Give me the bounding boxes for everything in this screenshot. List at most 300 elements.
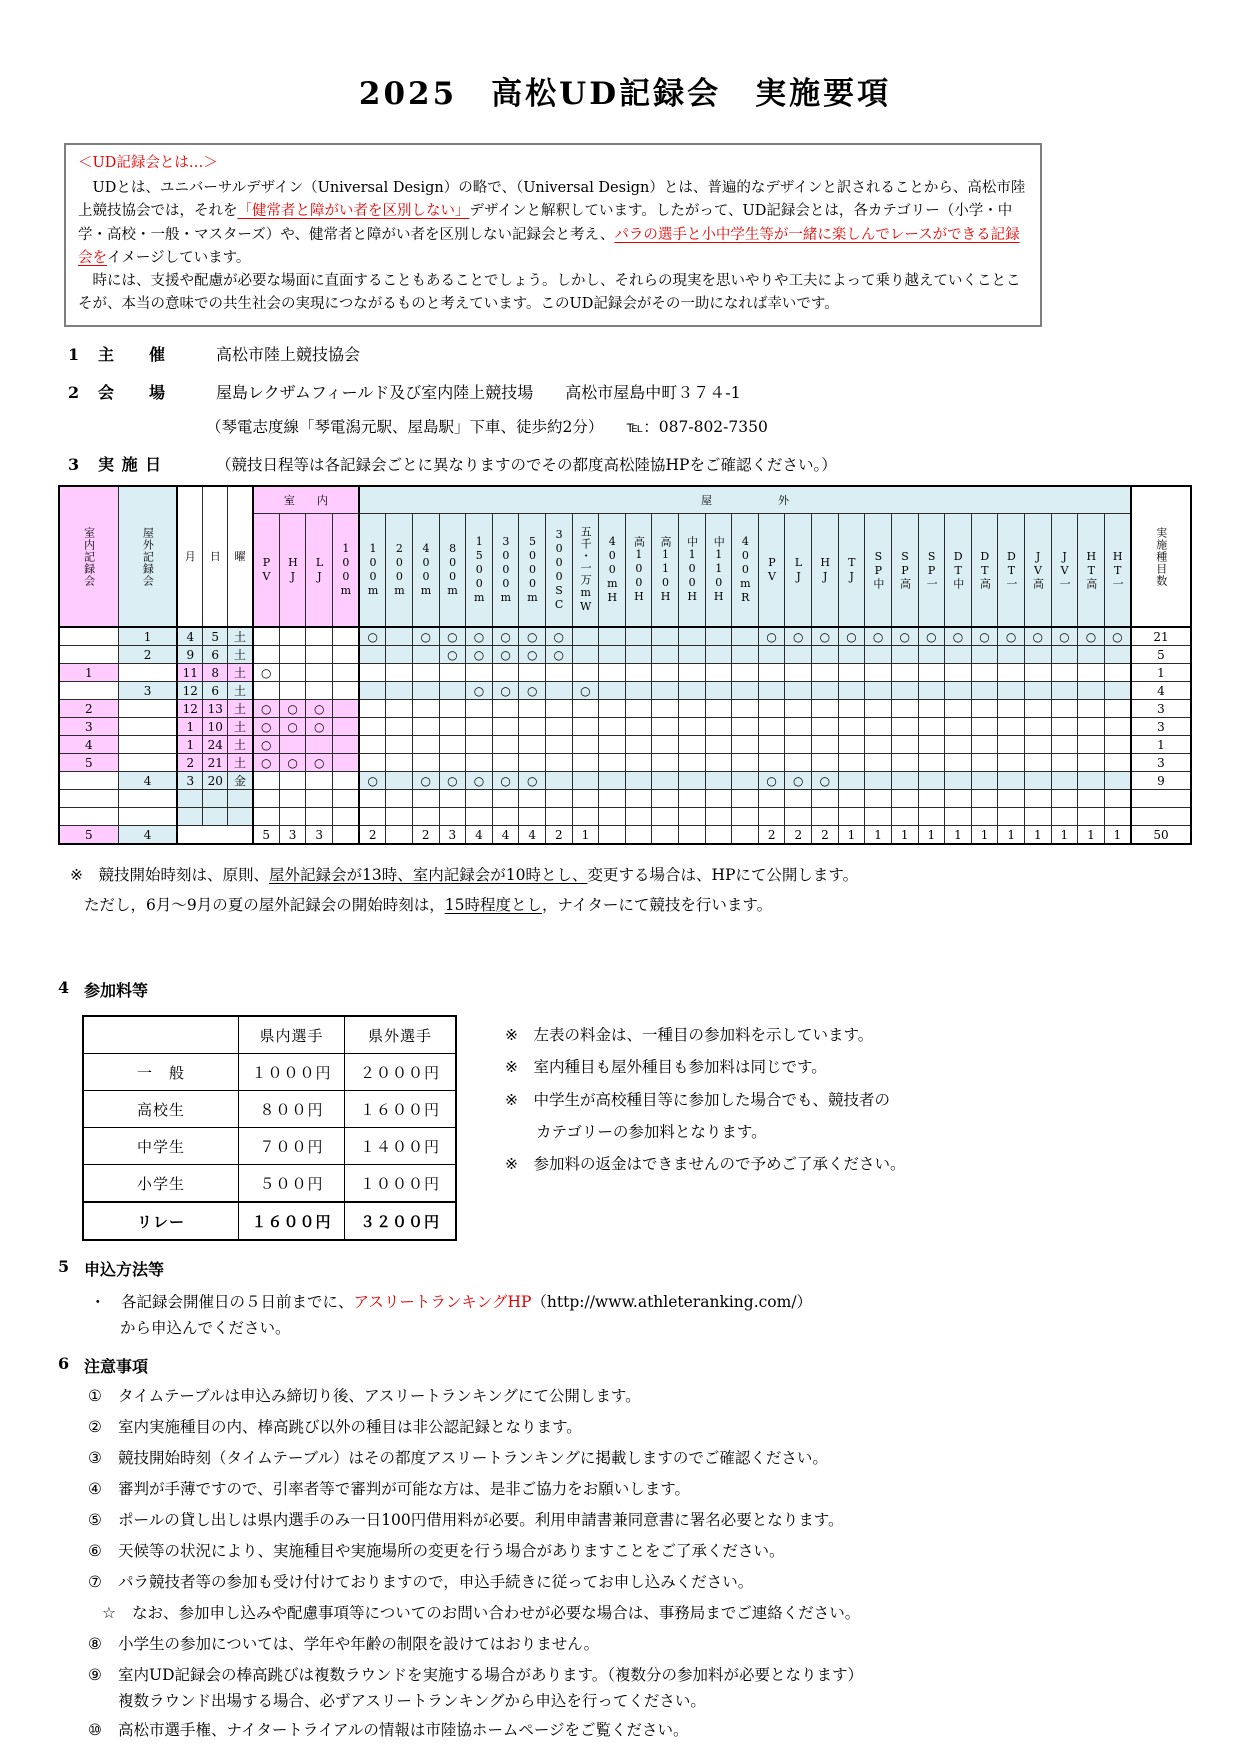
event-column-header: SP中 (865, 514, 892, 628)
event-mark-cell (572, 664, 599, 682)
event-mark-cell (306, 664, 333, 682)
event-mark-cell (359, 646, 386, 664)
event-mark-cell: ○ (412, 772, 439, 790)
event-total-cell (599, 826, 626, 845)
event-mark-cell (838, 772, 865, 790)
section-number: 4 (58, 978, 70, 998)
weekday-cell: 土 (228, 754, 253, 772)
event-column-header: 中110H (705, 514, 732, 628)
event-mark-cell (306, 627, 333, 646)
event-column-header: HT高 (1078, 514, 1105, 628)
event-mark-cell (732, 627, 759, 646)
event-mark-cell (838, 682, 865, 700)
event-mark-cell (1051, 808, 1078, 826)
event-mark-cell (625, 627, 652, 646)
event-mark-cell (758, 790, 785, 808)
event-mark-cell (306, 646, 333, 664)
weekday-cell: 土 (228, 736, 253, 754)
outdoor-meet-number: 3 (118, 682, 177, 700)
event-column-header: SP高 (891, 514, 918, 628)
caution-number: ① (88, 1387, 102, 1406)
event-mark-cell (998, 808, 1025, 826)
event-mark-cell (1104, 754, 1131, 772)
day-cell (203, 790, 228, 808)
event-mark-cell (625, 790, 652, 808)
event-column-header: 五千・一万mW (572, 514, 599, 628)
event-total-cell: 2 (812, 826, 839, 845)
event-mark-cell (492, 790, 519, 808)
event-mark-cell (466, 790, 493, 808)
event-mark-cell (1078, 754, 1105, 772)
fee-amount: １６００円 (239, 1202, 345, 1240)
event-column-header: LJ (785, 514, 812, 628)
event-mark-cell (333, 772, 360, 790)
fee-column-header (83, 1016, 239, 1054)
event-mark-cell (333, 808, 360, 826)
event-mark-cell: ○ (1024, 627, 1051, 646)
event-mark-cell: ○ (572, 682, 599, 700)
event-mark-cell (279, 736, 306, 754)
event-mark-cell (865, 646, 892, 664)
fee-amount: ２０００円 (345, 1054, 457, 1091)
event-mark-cell (1024, 682, 1051, 700)
event-mark-cell (439, 718, 466, 736)
event-mark-cell (679, 736, 706, 754)
event-mark-cell (652, 700, 679, 718)
event-mark-cell (625, 682, 652, 700)
event-mark-cell (918, 736, 945, 754)
event-mark-cell (732, 808, 759, 826)
col-header-outdoor-meet: 屋外記録会 (118, 486, 177, 627)
event-mark-cell (945, 718, 972, 736)
event-mark-cell (1051, 646, 1078, 664)
venue-access: （琴電志度線「琴電潟元駅、屋島駅」下車、徒歩約2分） ℡：087-802-7350 (206, 418, 768, 437)
fee-category: リレー (83, 1202, 239, 1240)
event-mark-cell (492, 664, 519, 682)
event-mark-cell: ○ (838, 627, 865, 646)
event-mark-cell (732, 754, 759, 772)
event-total-cell: 2 (412, 826, 439, 845)
caution-text: 審判が手薄ですので、引率者等で審判が可能な方は、是非ご協力をお願いします。 (118, 1480, 690, 1499)
event-mark-cell (386, 664, 413, 682)
event-mark-cell (386, 808, 413, 826)
event-mark-cell (439, 754, 466, 772)
event-mark-cell (1078, 790, 1105, 808)
event-mark-cell (785, 664, 812, 682)
event-column-header: JV高 (1024, 514, 1051, 628)
event-mark-cell (1078, 718, 1105, 736)
event-column-header: HJ (812, 514, 839, 628)
event-mark-cell (838, 700, 865, 718)
caution-text: パラ競技者等の参加も受け付けておりますので，申込手続きに従ってお申し込みください。 (118, 1573, 754, 1592)
fee-category: 高校生 (83, 1091, 239, 1128)
event-mark-cell (333, 700, 360, 718)
event-mark-cell (545, 790, 572, 808)
event-mark-cell (705, 754, 732, 772)
event-mark-cell (572, 700, 599, 718)
month-cell: 1 (177, 718, 202, 736)
event-mark-cell (971, 772, 998, 790)
schedule-row (59, 790, 1191, 808)
fee-note-line: ※ 室内種目も屋外種目も参加料は同じです。 (505, 1058, 827, 1077)
event-mark-cell: ○ (466, 772, 493, 790)
day-cell (203, 808, 228, 826)
event-mark-cell (918, 646, 945, 664)
event-mark-cell (838, 790, 865, 808)
event-total-cell: 1 (971, 826, 998, 845)
event-mark-cell (333, 754, 360, 772)
intro-text: デザインと解釈しています。したがって、UD記録会とは，各カテゴリー（小学・中学・高校・一般・マスターズ）や、健常者と障がい者を区別しない記録会と考え、 (78, 203, 1013, 243)
event-mark-cell (945, 772, 972, 790)
event-mark-cell (971, 790, 998, 808)
event-column-header: PV (253, 514, 280, 628)
event-mark-cell (732, 682, 759, 700)
event-column-header: JV一 (1051, 514, 1078, 628)
event-mark-cell (253, 790, 280, 808)
outdoor-meet-number: 4 (118, 772, 177, 790)
event-total-cell: 1 (1051, 826, 1078, 845)
event-mark-cell (679, 772, 706, 790)
event-mark-cell (599, 754, 626, 772)
caution-item (88, 1539, 1192, 1563)
event-mark-cell (492, 700, 519, 718)
event-mark-cell: ○ (279, 754, 306, 772)
event-mark-cell (253, 772, 280, 790)
event-mark-cell (758, 700, 785, 718)
event-mark-cell (1104, 790, 1131, 808)
section-number: 3 (68, 455, 80, 475)
caution-text: ポールの貸し出しは県内選手のみ一日100円借用料が必要。利用申請書兼同意書に署名必要となります。 (118, 1511, 844, 1530)
event-mark-cell (785, 700, 812, 718)
event-mark-cell (758, 718, 785, 736)
schedule-totals-row (59, 826, 1191, 845)
caution-item (88, 1477, 1192, 1501)
event-mark-cell: ○ (758, 772, 785, 790)
event-mark-cell: ○ (279, 700, 306, 718)
indoor-meet-number (59, 646, 118, 664)
intro-red-text: 「健常者と障がい者を区別しない」 (237, 203, 470, 220)
event-mark-cell (466, 754, 493, 772)
event-mark-cell (625, 754, 652, 772)
fee-amount: １６００円 (345, 1091, 457, 1128)
event-mark-cell (705, 808, 732, 826)
event-mark-cell (758, 664, 785, 682)
event-mark-cell (599, 700, 626, 718)
event-mark-cell (412, 808, 439, 826)
section-label: 会 場 (98, 383, 167, 403)
section-title: 注意事項 (84, 1357, 149, 1377)
event-mark-cell (679, 718, 706, 736)
caution-item (88, 1415, 1192, 1439)
event-mark-cell (945, 682, 972, 700)
event-mark-cell (279, 664, 306, 682)
indoor-meet-number (59, 682, 118, 700)
event-mark-cell (998, 790, 1025, 808)
caution-number: ⑩ (88, 1721, 102, 1740)
event-mark-cell (652, 664, 679, 682)
event-total-cell: 2 (785, 826, 812, 845)
caution-number: ③ (88, 1449, 102, 1468)
event-count-cell: 21 (1131, 627, 1191, 646)
col-header-indoor-meet: 室内記録会 (59, 486, 118, 627)
fee-amount: ８００円 (239, 1091, 345, 1128)
event-mark-cell (1051, 700, 1078, 718)
indoor-meet-number (59, 772, 118, 790)
event-total-cell: 2 (359, 826, 386, 845)
fee-amount: ７００円 (239, 1128, 345, 1165)
day-cell: 24 (203, 736, 228, 754)
event-count-cell (1131, 790, 1191, 808)
fees-area (82, 1015, 1192, 1241)
event-mark-cell (386, 736, 413, 754)
event-column-header: 5000m (519, 514, 546, 628)
event-mark-cell (333, 736, 360, 754)
caution-number: ⑦ (88, 1573, 102, 1592)
event-mark-cell (998, 718, 1025, 736)
event-mark-cell (652, 646, 679, 664)
event-mark-cell: ○ (971, 627, 998, 646)
apply-instruction-line2: から申込んでください。 (120, 1319, 291, 1338)
event-mark-cell (891, 664, 918, 682)
event-mark-cell (891, 682, 918, 700)
col-header-day: 日 (203, 486, 228, 627)
month-cell: 12 (177, 682, 202, 700)
event-total-cell (625, 826, 652, 845)
event-column-header: 3000m (492, 514, 519, 628)
event-mark-cell (1051, 772, 1078, 790)
event-mark-cell (971, 736, 998, 754)
event-mark-cell (279, 646, 306, 664)
event-mark-cell: ○ (519, 627, 546, 646)
weekday-cell (228, 808, 253, 826)
event-column-header: 100m (359, 514, 386, 628)
dates-note: （競技日程等は各記録会ごとに異なりますのでその都度高松陸協HPをご確認ください。） (216, 456, 837, 475)
group-header-outdoor: 屋 外 (359, 486, 1131, 514)
fee-row (83, 1165, 456, 1203)
event-mark-cell: ○ (785, 772, 812, 790)
fee-note-line: ※ 参加料の返金はできませんので予めご了承ください。 (505, 1155, 906, 1174)
event-mark-cell (1024, 790, 1051, 808)
event-mark-cell (838, 736, 865, 754)
event-count-cell (1131, 808, 1191, 826)
event-column-header: 400m (412, 514, 439, 628)
day-cell: 21 (203, 754, 228, 772)
month-cell: 3 (177, 772, 202, 790)
event-mark-cell: ○ (412, 627, 439, 646)
event-mark-cell (359, 754, 386, 772)
fee-table (82, 1015, 457, 1241)
event-mark-cell (572, 808, 599, 826)
event-mark-cell (812, 700, 839, 718)
event-total-cell: 3 (439, 826, 466, 845)
event-mark-cell: ○ (359, 772, 386, 790)
event-mark-cell (599, 772, 626, 790)
indoor-meet-number: 3 (59, 718, 118, 736)
section-dates (68, 452, 1192, 475)
event-count-cell: 1 (1131, 664, 1191, 682)
event-mark-cell (865, 790, 892, 808)
caution-text: なお、参加申し込みや配慮事項等についてのお問い合わせが必要な場合は、事務局までご連絡ください。 (132, 1604, 861, 1623)
event-mark-cell (918, 754, 945, 772)
event-mark-cell (599, 808, 626, 826)
caution-text: 高松市選手権、ナイタートライアルの情報は市陸協ホームページをご覧ください。 (118, 1721, 689, 1740)
event-mark-cell (466, 808, 493, 826)
event-mark-cell (945, 664, 972, 682)
group-header-indoor: 室 内 (253, 486, 360, 514)
schedule-row (59, 700, 1191, 718)
event-mark-cell (945, 700, 972, 718)
event-mark-cell (412, 790, 439, 808)
event-mark-cell: ○ (545, 627, 572, 646)
event-mark-cell (359, 682, 386, 700)
event-mark-cell (1078, 700, 1105, 718)
event-mark-cell (785, 682, 812, 700)
event-mark-cell (679, 790, 706, 808)
event-mark-cell (333, 790, 360, 808)
event-mark-cell (758, 646, 785, 664)
event-mark-cell: ○ (758, 627, 785, 646)
outdoor-meet-number (118, 664, 177, 682)
event-mark-cell (625, 736, 652, 754)
event-count-cell: 3 (1131, 700, 1191, 718)
caution-text-line2: 複数ラウンド出場する場合、必ずアスリートランキングから申込を行ってください。 (118, 1692, 706, 1711)
event-mark-cell: ○ (439, 627, 466, 646)
event-mark-cell: ○ (812, 772, 839, 790)
event-mark-cell (1104, 808, 1131, 826)
event-mark-cell (652, 627, 679, 646)
weekday-cell: 土 (228, 700, 253, 718)
event-mark-cell (865, 700, 892, 718)
event-count-cell: 1 (1131, 736, 1191, 754)
event-mark-cell (359, 736, 386, 754)
event-mark-cell (306, 736, 333, 754)
event-mark-cell (838, 664, 865, 682)
event-mark-cell (625, 772, 652, 790)
bullet: ・ (90, 1293, 106, 1312)
fee-column-header: 県外選手 (345, 1016, 457, 1054)
event-mark-cell (891, 736, 918, 754)
month-cell: 2 (177, 754, 202, 772)
event-mark-cell (652, 808, 679, 826)
event-mark-cell (466, 718, 493, 736)
event-mark-cell (306, 772, 333, 790)
indoor-meet-total: 5 (59, 826, 118, 845)
event-mark-cell (758, 808, 785, 826)
caution-number: ⑧ (88, 1635, 102, 1654)
ud-intro-box (64, 143, 1042, 327)
outdoor-meet-number (118, 700, 177, 718)
section-label: 実 施 日 (98, 455, 163, 475)
event-total-cell: 1 (1078, 826, 1105, 845)
event-mark-cell (1024, 754, 1051, 772)
event-mark-cell (732, 736, 759, 754)
event-mark-cell (945, 808, 972, 826)
day-cell: 6 (203, 682, 228, 700)
day-cell: 5 (203, 627, 228, 646)
event-count-cell: 3 (1131, 718, 1191, 736)
fee-column-header: 県内選手 (239, 1016, 345, 1054)
event-mark-cell (732, 664, 759, 682)
event-mark-cell (1051, 736, 1078, 754)
event-mark-cell: ○ (492, 646, 519, 664)
event-total-cell: 1 (838, 826, 865, 845)
schedule-row (59, 682, 1191, 700)
event-mark-cell (1104, 700, 1131, 718)
event-mark-cell (971, 646, 998, 664)
event-mark-cell (1104, 772, 1131, 790)
event-mark-cell (705, 790, 732, 808)
schedule-row (59, 718, 1191, 736)
event-mark-cell (1078, 664, 1105, 682)
event-mark-cell (971, 682, 998, 700)
event-mark-cell (599, 646, 626, 664)
fee-note-line: ※ 左表の料金は、一種目の参加料を示しています。 (505, 1026, 874, 1045)
caution-number: ② (88, 1418, 102, 1437)
event-mark-cell (971, 700, 998, 718)
event-mark-cell: ○ (253, 664, 280, 682)
event-mark-cell (1051, 754, 1078, 772)
section-number: 1 (68, 345, 80, 365)
event-mark-cell (545, 772, 572, 790)
event-mark-cell (812, 790, 839, 808)
section-title: 参加料等 (84, 981, 149, 1001)
event-mark-cell (412, 664, 439, 682)
event-column-header: SP一 (918, 514, 945, 628)
event-total-cell: 4 (466, 826, 493, 845)
event-mark-cell (359, 790, 386, 808)
schedule-note-line: ただし，6月～9月の夏の屋外記録会の開始時刻は，15時程度とし，ナイターにて競技を行います。 (84, 895, 773, 914)
intro-red-text: パラの選手と小中学生等が一緒に楽しんでレースができる記録会を (78, 226, 1020, 266)
event-total-cell (652, 826, 679, 845)
event-total-cell: 3 (279, 826, 306, 845)
weekday-cell: 金 (228, 772, 253, 790)
event-mark-cell (679, 754, 706, 772)
outdoor-meet-number (118, 718, 177, 736)
event-mark-cell (865, 754, 892, 772)
event-mark-cell (891, 808, 918, 826)
event-mark-cell (785, 808, 812, 826)
event-mark-cell (306, 682, 333, 700)
event-mark-cell (945, 736, 972, 754)
event-mark-cell (705, 718, 732, 736)
event-mark-cell (359, 718, 386, 736)
fee-row (83, 1091, 456, 1128)
event-mark-cell (1051, 790, 1078, 808)
event-mark-cell (306, 790, 333, 808)
event-mark-cell (279, 682, 306, 700)
event-mark-cell (918, 718, 945, 736)
event-mark-cell: ○ (306, 718, 333, 736)
event-mark-cell: ○ (492, 627, 519, 646)
event-total-cell (679, 826, 706, 845)
cautions-list (58, 1384, 1192, 1742)
event-mark-cell (386, 772, 413, 790)
weekday-cell: 土 (228, 682, 253, 700)
event-mark-cell (545, 754, 572, 772)
section-number: 2 (68, 383, 80, 403)
schedule-row (59, 664, 1191, 682)
event-mark-cell (785, 754, 812, 772)
event-total-cell: 1 (1024, 826, 1051, 845)
event-mark-cell (705, 736, 732, 754)
schedule-row (59, 627, 1191, 646)
schedule-table (58, 485, 1192, 845)
weekday-cell (228, 790, 253, 808)
event-mark-cell (812, 718, 839, 736)
event-mark-cell: ○ (466, 682, 493, 700)
event-mark-cell (572, 772, 599, 790)
event-mark-cell (359, 808, 386, 826)
